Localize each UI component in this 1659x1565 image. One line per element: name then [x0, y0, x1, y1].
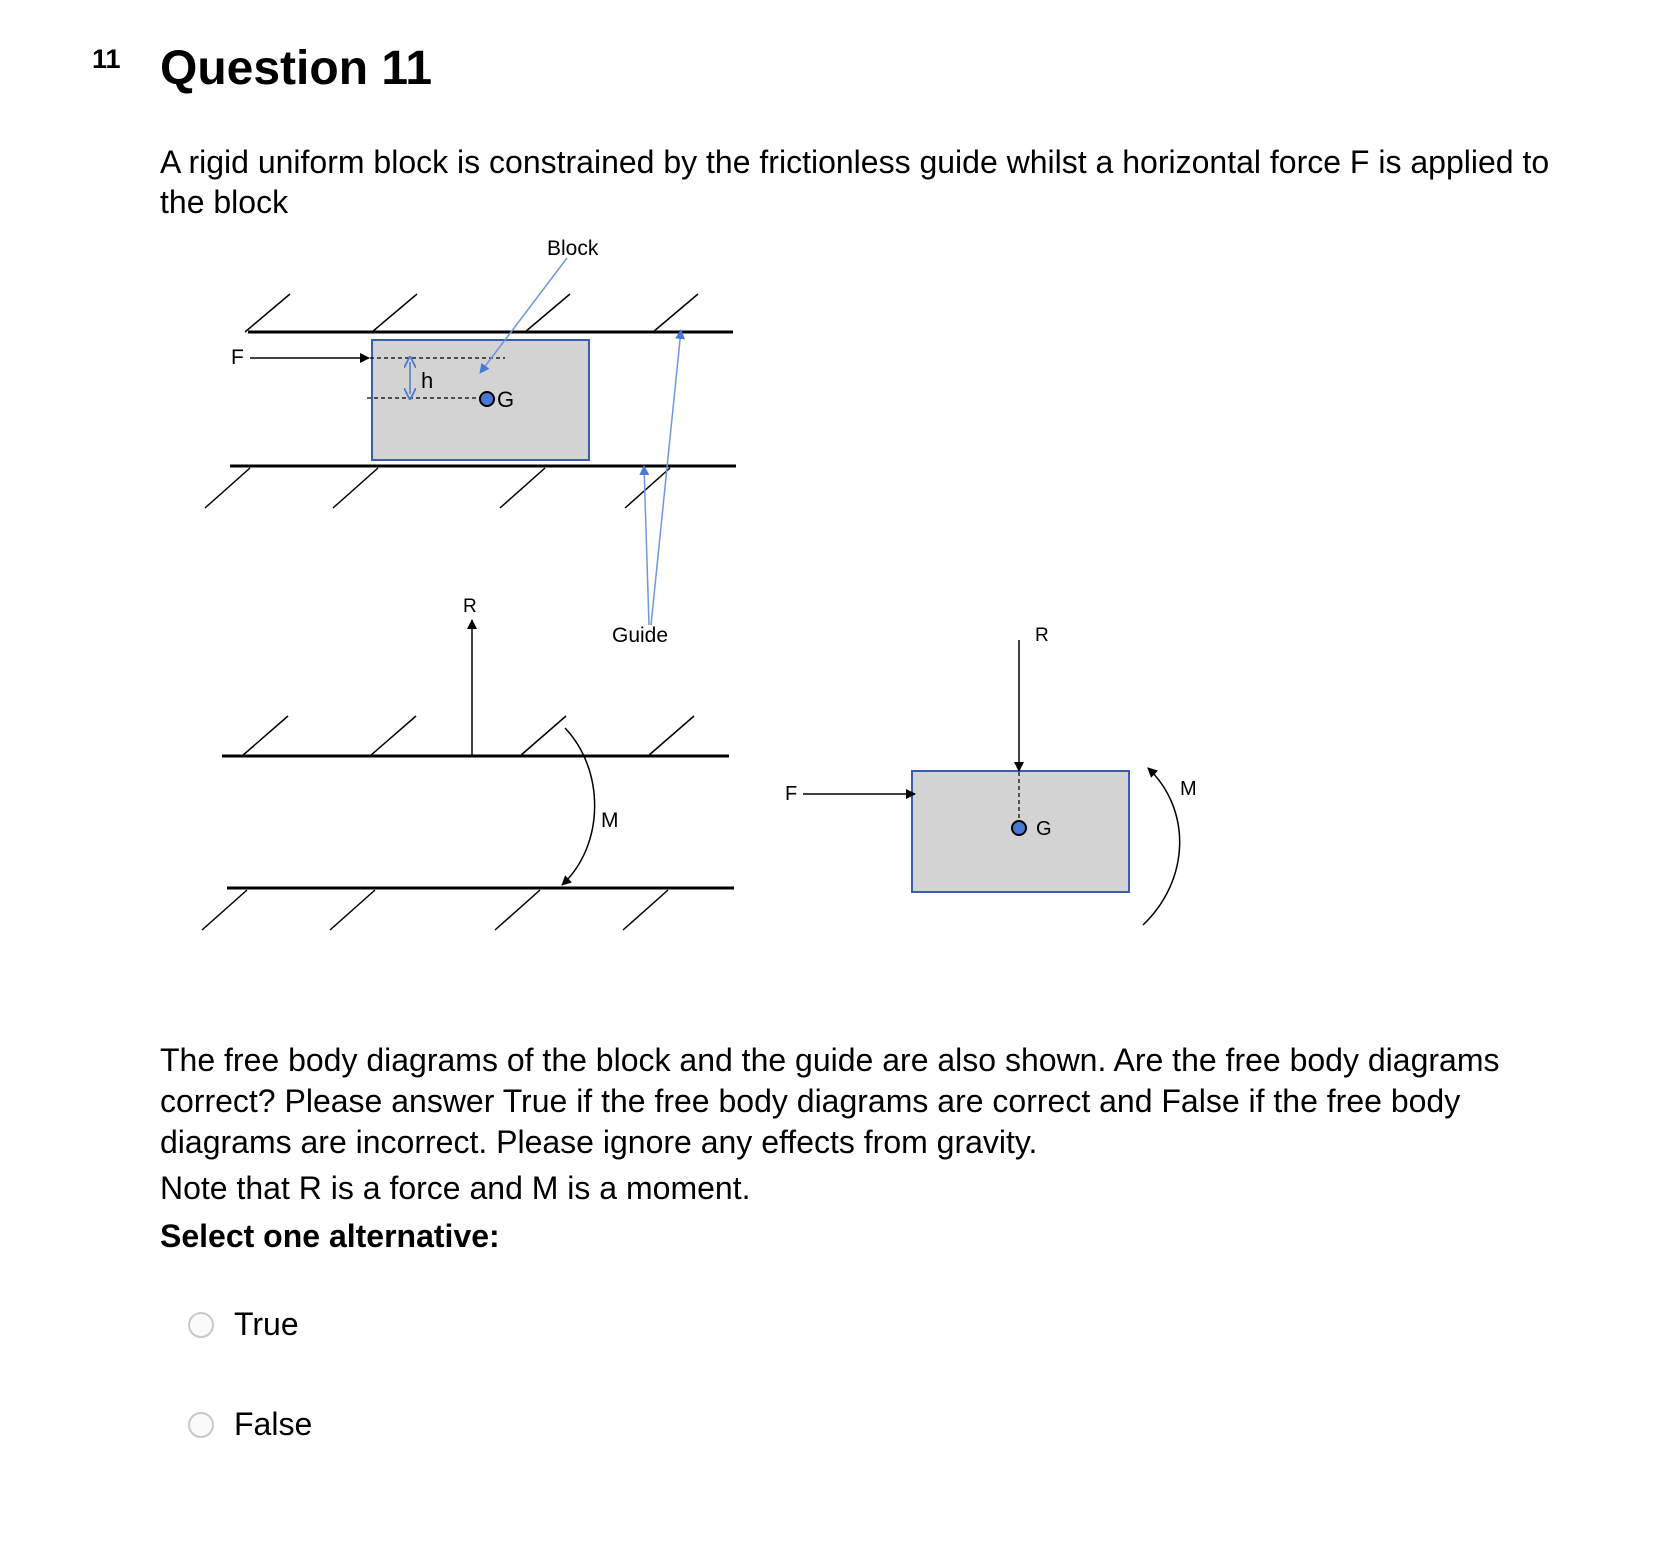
fbd-block-label-g: G — [1036, 818, 1052, 840]
fbd-block-centroid-g — [1012, 821, 1026, 835]
fbd-hatch-top-rail — [242, 716, 694, 756]
fbd-block-label-f: F — [785, 783, 798, 805]
question-title: Question 11 — [160, 42, 433, 95]
fbd-block-label-r: R — [1035, 625, 1049, 646]
question-number: 11 — [92, 44, 121, 74]
fbd-block-moment-m-arc — [1143, 768, 1180, 925]
fbd-guide-label-m: M — [601, 809, 619, 832]
question-instruction: Select one alternative: — [160, 1218, 500, 1254]
assembly-diagram — [205, 237, 736, 647]
fbd-hatch-bottom-rail — [202, 890, 668, 930]
label-block: Block — [547, 237, 599, 260]
option-true[interactable] — [188, 1306, 299, 1343]
radio-true[interactable] — [188, 1312, 214, 1338]
radio-false[interactable] — [188, 1412, 214, 1438]
question-body: The free body diagrams of the block and the guide are also shown. Are the free body diagrams correct? Please answer True if the free body diagrams are correct and False if the free body diagrams are incorrect. Please ignore any effects from gravity. — [160, 1042, 1500, 1160]
option-true-label: True — [234, 1306, 299, 1342]
fbd-guide-label-r: R — [463, 596, 477, 617]
fbd-guide-moment-m-arc — [562, 728, 595, 885]
label-f: F — [231, 346, 244, 369]
label-h: h — [421, 368, 434, 393]
question-note: Note that R is a force and M is a moment. — [160, 1170, 751, 1206]
option-false[interactable] — [188, 1406, 312, 1443]
option-false-label: False — [234, 1406, 313, 1442]
question-intro: A rigid uniform block is constrained by the frictionless guide whilst a horizontal force F is applied to the block — [160, 144, 1550, 220]
label-guide: Guide — [612, 624, 669, 647]
label-g: G — [497, 387, 515, 412]
hatch-top-rail — [245, 294, 698, 332]
block-fbd — [785, 625, 1197, 925]
guide-leader-line-top — [651, 330, 681, 625]
hatch-bottom-rail — [205, 468, 670, 508]
fbd-block-label-m: M — [1180, 778, 1197, 800]
centroid-g-marker — [480, 392, 494, 406]
